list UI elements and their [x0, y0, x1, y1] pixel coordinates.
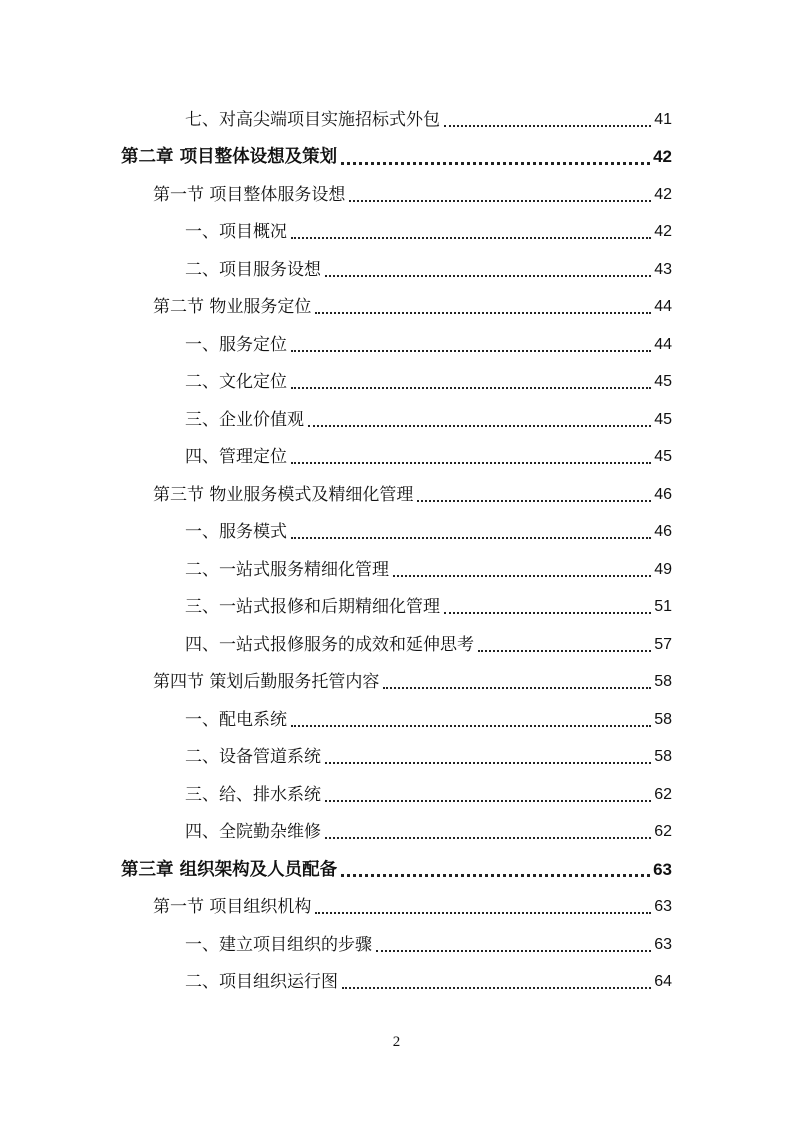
toc-entry-page: 42	[654, 185, 672, 203]
toc-entry-title: 四、管理定位	[185, 447, 287, 468]
dot-leader	[291, 217, 651, 239]
dot-leader	[315, 292, 651, 314]
toc-entry-page: 42	[653, 147, 672, 167]
toc-subsection-entry[interactable]	[0, 251, 793, 289]
toc-subsection-entry[interactable]	[0, 514, 793, 552]
toc-entry-title: 二、项目组织运行图	[185, 972, 338, 993]
toc-subsection-entry[interactable]	[0, 101, 793, 139]
dot-leader	[315, 892, 651, 914]
dot-leader	[417, 480, 651, 502]
toc-entry-title: 第四节 策划后勤服务托管内容	[153, 672, 380, 693]
toc-entry-page: 58	[654, 748, 672, 766]
dot-leader	[444, 105, 651, 127]
toc-section-entry[interactable]	[0, 889, 793, 927]
page-number: 2	[392, 1034, 401, 1050]
toc-entry-title: 第二章 项目整体设想及策划	[121, 147, 338, 168]
toc-entry-page: 58	[654, 673, 672, 691]
toc-entry-title: 二、项目服务设想	[185, 259, 321, 280]
toc-entry-title: 四、全院勤杂维修	[185, 822, 321, 843]
toc-entry-title: 二、设备管道系统	[185, 747, 321, 768]
toc-entry-title: 三、企业价值观	[185, 409, 304, 430]
toc-entry-page: 46	[654, 523, 672, 541]
toc-subsection-entry[interactable]	[0, 326, 793, 364]
toc-entry-title: 一、服务模式	[185, 522, 287, 543]
toc-entry-page: 44	[654, 298, 672, 316]
toc-entry-title: 第一节 项目组织机构	[153, 897, 312, 918]
dot-leader	[341, 854, 650, 877]
toc-entry-page: 44	[654, 335, 672, 353]
toc-subsection-entry[interactable]	[0, 776, 793, 814]
dot-leader	[325, 780, 651, 802]
toc-subsection-entry[interactable]	[0, 626, 793, 664]
toc-chapter-entry[interactable]	[0, 139, 793, 177]
toc-entry-page: 63	[654, 935, 672, 953]
toc-entry-page: 45	[654, 448, 672, 466]
toc-subsection-entry[interactable]	[0, 589, 793, 627]
toc-entry-title: 三、给、排水系统	[185, 784, 321, 805]
toc-entry-page: 63	[654, 898, 672, 916]
toc-chapter-entry[interactable]	[0, 851, 793, 889]
table-of-contents	[0, 101, 793, 1001]
dot-leader	[291, 442, 651, 464]
dot-leader	[291, 517, 651, 539]
toc-subsection-entry[interactable]	[0, 964, 793, 1002]
dot-leader	[393, 555, 651, 577]
toc-entry-page: 42	[654, 223, 672, 241]
toc-entry-title: 七、对高尖端项目实施招标式外包	[185, 109, 440, 130]
toc-entry-page: 51	[654, 598, 672, 616]
toc-entry-page: 45	[654, 410, 672, 428]
toc-section-entry[interactable]	[0, 176, 793, 214]
toc-section-entry[interactable]	[0, 476, 793, 514]
toc-entry-title: 第三章 组织架构及人员配备	[121, 859, 338, 880]
toc-entry-title: 一、项目概况	[185, 222, 287, 243]
toc-entry-page: 43	[654, 260, 672, 278]
dot-leader	[325, 742, 651, 764]
toc-entry-title: 二、一站式服务精细化管理	[185, 559, 389, 580]
toc-entry-title: 三、一站式报修和后期精细化管理	[185, 597, 440, 618]
toc-subsection-entry[interactable]	[0, 439, 793, 477]
toc-entry-page: 57	[654, 635, 672, 653]
toc-subsection-entry[interactable]	[0, 814, 793, 852]
toc-subsection-entry[interactable]	[0, 739, 793, 777]
toc-entry-page: 49	[654, 560, 672, 578]
dot-leader	[291, 367, 651, 389]
dot-leader	[444, 592, 651, 614]
toc-subsection-entry[interactable]	[0, 401, 793, 439]
dot-leader	[349, 180, 651, 202]
toc-entry-page: 62	[654, 785, 672, 803]
dot-leader	[291, 330, 651, 352]
toc-entry-page: 62	[654, 823, 672, 841]
toc-entry-title: 第二节 物业服务定位	[153, 297, 312, 318]
toc-entry-title: 二、文化定位	[185, 372, 287, 393]
dot-leader	[325, 255, 651, 277]
dot-leader	[308, 405, 651, 427]
dot-leader	[341, 142, 650, 165]
toc-entry-page: 58	[654, 710, 672, 728]
toc-entry-page: 64	[654, 973, 672, 991]
toc-entry-title: 第一节 项目整体服务设想	[153, 184, 346, 205]
toc-entry-page: 46	[654, 485, 672, 503]
dot-leader	[342, 967, 651, 989]
toc-entry-title: 四、一站式报修服务的成效和延伸思考	[185, 634, 474, 655]
toc-entry-page: 41	[654, 110, 672, 128]
toc-entry-page: 45	[654, 373, 672, 391]
dot-leader	[325, 817, 651, 839]
toc-entry-title: 一、建立项目组织的步骤	[185, 934, 372, 955]
toc-entry-page: 63	[653, 859, 672, 879]
toc-subsection-entry[interactable]	[0, 214, 793, 252]
toc-entry-title: 一、配电系统	[185, 709, 287, 730]
toc-section-entry[interactable]	[0, 664, 793, 702]
toc-subsection-entry[interactable]	[0, 926, 793, 964]
toc-subsection-entry[interactable]	[0, 701, 793, 739]
dot-leader	[478, 630, 651, 652]
dot-leader	[383, 667, 651, 689]
toc-subsection-entry[interactable]	[0, 551, 793, 589]
toc-entry-title: 第三节 物业服务模式及精细化管理	[153, 484, 414, 505]
toc-subsection-entry[interactable]	[0, 364, 793, 402]
toc-section-entry[interactable]	[0, 289, 793, 327]
dot-leader	[291, 705, 651, 727]
dot-leader	[376, 930, 651, 952]
toc-entry-title: 一、服务定位	[185, 334, 287, 355]
